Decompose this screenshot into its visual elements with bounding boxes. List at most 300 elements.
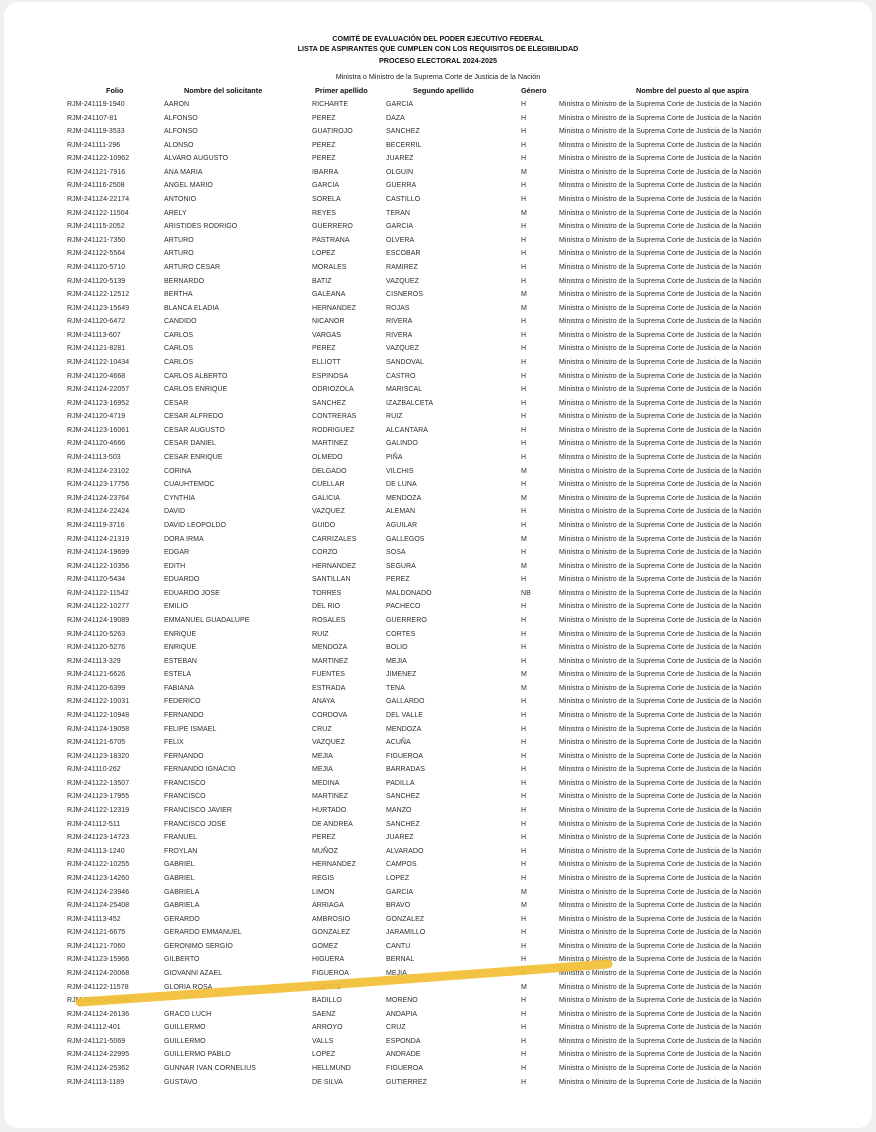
name-cell: GERARDO [164, 915, 200, 923]
folio-cell: RJM-241113-1189 [67, 1078, 125, 1086]
gender-cell: H [521, 793, 527, 801]
position-cell: Ministra o Ministro de la Suprema Corte de Justicia de la Nación [559, 454, 762, 462]
position-cell: Ministra o Ministro de la Suprema Corte de Justicia de la Nación [559, 684, 762, 692]
name-cell: ARISTIDES RODRIGO [164, 223, 238, 231]
position-cell: Ministra o Ministro de la Suprema Corte de Justicia de la Nación [559, 562, 762, 570]
gender-cell: H [521, 820, 527, 828]
second-surname-cell: ANDRADE [386, 1051, 421, 1059]
column-header-gender: Género [521, 86, 547, 95]
name-cell: GUILLERMO [164, 1024, 206, 1032]
position-cell: Ministra o Ministro de la Suprema Corte de Justicia de la Nación [559, 915, 762, 923]
second-surname-cell: SANCHEZ [386, 820, 420, 828]
second-surname-cell: OLVERA [386, 236, 415, 244]
gender-cell: H [521, 942, 527, 950]
second-surname-cell: VAZQUEZ [386, 345, 419, 353]
table-row [4, 315, 872, 329]
position-cell: Ministra o Ministro de la Suprema Corte de Justicia de la Nación [559, 616, 762, 624]
table-row [4, 207, 872, 221]
name-cell: FRANUEL [164, 834, 198, 842]
first-surname-cell: VAZQUEZ [312, 508, 345, 516]
name-cell: GUILLERMO [164, 1037, 206, 1045]
table-row [4, 383, 872, 397]
table-row [4, 845, 872, 859]
position-cell: Ministra o Ministro de la Suprema Corte de Justicia de la Nación [559, 223, 762, 231]
first-surname-cell: ELLIOTT [312, 358, 341, 366]
name-cell: GERONIMO SERGIO [164, 942, 233, 950]
position-cell: Ministra o Ministro de la Suprema Corte de Justicia de la Nación [559, 698, 762, 706]
folio-cell: RJM-241121-6626 [67, 671, 126, 679]
table-row [4, 220, 872, 234]
folio-cell: RJM-241121-7060 [67, 942, 126, 950]
folio-cell: RJM-241124-20068 [67, 970, 130, 977]
gender-cell: M [521, 888, 527, 896]
second-surname-cell: RAMIREZ [386, 263, 418, 271]
first-surname-cell: ESTRADA [312, 684, 346, 692]
folio-cell: RJM-241124-22174 [67, 196, 130, 204]
name-cell: ALVARO AUGUSTO [164, 155, 229, 163]
table-row [4, 519, 872, 533]
folio-cell: RJM-241120-4666 [67, 440, 126, 448]
second-surname-cell: CISNEROS [386, 291, 423, 299]
folio-cell: RJM-241124-23764 [67, 494, 130, 502]
table-row [4, 872, 872, 886]
second-surname-cell: LOPEZ [386, 874, 410, 882]
table-row [4, 600, 872, 614]
name-cell: CARLOS [164, 331, 194, 339]
name-cell: ALFONSO [164, 114, 198, 122]
table-row [4, 926, 872, 940]
name-cell: CESAR DANIEL [164, 440, 216, 448]
position-cell: Ministra o Ministro de la Suprema Corte de Justicia de la Nación [559, 345, 762, 353]
gender-cell: H [521, 399, 527, 407]
gender-cell: H [521, 318, 527, 326]
second-surname-cell: BRAVO [386, 902, 411, 910]
position-cell: Ministra o Ministro de la Suprema Corte de Justicia de la Nación [559, 399, 762, 407]
position-cell: Ministra o Ministro de la Suprema Corte de Justicia de la Nación [559, 386, 762, 394]
first-surname-cell: REYES [312, 209, 336, 217]
first-surname-cell: LOPEZ [312, 1051, 336, 1059]
second-surname-cell: ANDAPIA [386, 1010, 418, 1018]
folio-cell: RJM-241121-6705 [67, 739, 126, 747]
position-cell: Ministra o Ministro de la Suprema Corte de Justicia de la Nación [559, 576, 762, 584]
second-surname-cell: MARISCAL [386, 386, 423, 394]
name-cell: BERNARDO [164, 277, 205, 285]
second-surname-cell: SANCHEZ [386, 793, 420, 801]
table-row [4, 546, 872, 560]
first-surname-cell: MARTINEZ [312, 657, 349, 665]
position-cell: Ministra o Ministro de la Suprema Corte de Justicia de la Nación [559, 793, 762, 801]
table-row [4, 261, 872, 275]
table-row [4, 886, 872, 900]
second-surname-cell: VILCHIS [386, 467, 414, 475]
gender-cell: H [521, 1078, 527, 1086]
position-cell: Ministra o Ministro de la Suprema Corte de Justicia de la Nación [559, 413, 762, 421]
second-surname-cell: ROJAS [386, 304, 410, 312]
position-cell: Ministra o Ministro de la Suprema Corte de Justicia de la Nación [559, 318, 762, 326]
first-surname-cell: MEDINA [312, 779, 340, 787]
position-cell: Ministra o Ministro de la Suprema Corte de Justicia de la Nación [559, 956, 762, 964]
first-surname-cell: GONZALEZ [312, 929, 351, 937]
first-surname-cell: BATIZ [312, 277, 332, 285]
folio-cell: RJM-241113-452 [67, 915, 121, 923]
table-row [4, 831, 872, 845]
position-cell: Ministra o Ministro de la Suprema Corte de Justicia de la Nación [559, 291, 762, 299]
gender-cell: H [521, 223, 527, 231]
folio-cell: RJM-241119-3533 [67, 128, 125, 136]
table-row [4, 329, 872, 343]
folio-cell: RJM-241123-18320 [67, 752, 130, 760]
folio-cell: RJM-241122-10031 [67, 698, 130, 706]
name-cell: CARLOS ENRIQUE [164, 386, 228, 394]
name-cell: FELIPE ISMAEL [164, 725, 217, 733]
name-cell: ARTURO [164, 250, 194, 258]
second-surname-cell: VAZQUEZ [386, 277, 419, 285]
table-row [4, 587, 872, 601]
folio-cell: RJM-241123-17756 [67, 481, 130, 489]
position-cell: Ministra o Ministro de la Suprema Corte de Justicia de la Nación [559, 358, 762, 366]
second-surname-cell: GUTIERREZ [386, 1078, 427, 1086]
table-row [4, 533, 872, 547]
first-surname-cell: GARCIA [312, 182, 340, 190]
second-surname-cell: ALCANTARA [386, 426, 428, 434]
gender-cell: H [521, 997, 527, 1005]
folio-cell: RJM-241124-26136 [67, 1010, 130, 1018]
table-row [4, 356, 872, 370]
position-cell: Ministra o Ministro de la Suprema Corte de Justicia de la Nación [559, 1065, 762, 1073]
second-surname-cell: ESPONDA [386, 1037, 421, 1045]
position-cell: Ministra o Ministro de la Suprema Corte de Justicia de la Nación [559, 535, 762, 543]
name-cell: ANA MARIA [164, 168, 203, 176]
position-cell: Ministra o Ministro de la Suprema Corte de Justicia de la Nación [559, 725, 762, 733]
first-surname-cell: PEREZ [312, 345, 336, 353]
first-surname-cell: GUIDO [312, 521, 336, 529]
second-surname-cell: ALVARADO [386, 847, 424, 855]
gender-cell: H [521, 603, 527, 611]
position-cell: Ministra o Ministro de la Suprema Corte de Justicia de la Nación [559, 236, 762, 244]
table-row [4, 342, 872, 356]
folio-cell: RJM-241113-607 [67, 331, 121, 339]
position-cell: Ministra o Ministro de la Suprema Corte de Justicia de la Nación [559, 997, 762, 1005]
first-surname-cell: CRUZ [312, 725, 332, 733]
first-surname-cell: DELGADO [312, 467, 347, 475]
second-surname-cell: GALLEGOS [386, 535, 425, 543]
name-cell: CESAR AUGUSTO [164, 426, 225, 434]
name-cell: FELIX [164, 739, 184, 747]
document-title-line-2: LISTA DE ASPIRANTES QUE CUMPLEN CON LOS REQUISITOS DE ELEGIBILIDAD [297, 44, 579, 53]
second-surname-cell: GUERRA [386, 182, 417, 190]
first-surname-cell: GUATIROJO [312, 128, 353, 136]
position-cell: Ministra o Ministro de la Suprema Corte de Justicia de la Nación [559, 521, 762, 529]
gender-cell: H [521, 331, 527, 339]
position-cell: Ministra o Ministro de la Suprema Corte de Justicia de la Nación [559, 739, 762, 747]
position-cell: Ministra o Ministro de la Suprema Corte de Justicia de la Nación [559, 549, 762, 557]
position-cell: Ministra o Ministro de la Suprema Corte de Justicia de la Nación [559, 929, 762, 937]
first-surname-cell: HERNANDEZ [312, 304, 357, 312]
name-cell: GUILLERMO PABLO [164, 1051, 231, 1059]
second-surname-cell: DE LUNA [386, 481, 417, 489]
gender-cell: H [521, 277, 527, 285]
position-cell: Ministra o Ministro de la Suprema Corte de Justicia de la Nación [559, 508, 762, 516]
folio-cell: RJM-241122-5564 [67, 250, 126, 258]
column-header-folio: Folio [106, 86, 124, 95]
first-surname-cell: ANAYA [312, 698, 335, 706]
second-surname-cell: MANZO [386, 807, 412, 815]
first-surname-cell: ROSALES [312, 616, 346, 624]
position-cell: Ministra o Ministro de la Suprema Corte de Justicia de la Nación [559, 155, 762, 163]
first-surname-cell: REGIS [312, 874, 335, 882]
first-surname-cell: SANTILLAN [312, 576, 351, 584]
second-surname-cell: ACUÑA [386, 739, 411, 747]
folio-cell: RJM-241123-15649 [67, 304, 130, 312]
first-surname-cell: CORDOVA [312, 712, 348, 720]
folio-cell: RJM-241120-6472 [67, 318, 126, 326]
position-cell: Ministra o Ministro de la Suprema Corte de Justicia de la Nación [559, 888, 762, 896]
column-header-position: Nombre del puesto al que aspira [636, 86, 749, 95]
folio-cell: RJM-241124-19089 [67, 616, 130, 624]
position-cell: Ministra o Ministro de la Suprema Corte de Justicia de la Nación [559, 250, 762, 258]
table-row [4, 465, 872, 479]
second-surname-cell: CRUZ [386, 1024, 406, 1032]
name-cell: ESTEBAN [164, 657, 198, 665]
second-surname-cell: RIVERA [386, 318, 413, 326]
gender-cell: H [521, 141, 527, 149]
second-surname-cell: CAMPOS [386, 861, 417, 869]
folio-cell: RJM-241107-81 [67, 114, 118, 122]
name-cell: FABIANA [164, 684, 194, 692]
first-surname-cell: SORELA [312, 196, 341, 204]
name-cell: DAVID [164, 508, 186, 516]
position-cell: Ministra o Ministro de la Suprema Corte de Justicia de la Nación [559, 712, 762, 720]
gender-cell: H [521, 549, 527, 557]
gender-cell: M [521, 467, 527, 475]
table-row [4, 750, 872, 764]
name-cell: ARTURO CESAR [164, 263, 221, 271]
name-cell: DORA IRMA [164, 535, 204, 543]
table-row [4, 139, 872, 153]
first-surname-cell: HELLMUND [312, 1065, 351, 1073]
name-cell: ESTELA [164, 671, 192, 679]
first-surname-cell: PEREZ [312, 155, 336, 163]
gender-cell: M [521, 535, 527, 543]
gender-cell: H [521, 630, 527, 638]
second-surname-cell: FIGUEROA [386, 1065, 423, 1073]
position-cell: Ministra o Ministro de la Suprema Corte de Justicia de la Nación [559, 671, 762, 679]
second-surname-cell: PADILLA [386, 779, 415, 787]
folio-cell: RJM-241121-7916 [67, 168, 126, 176]
gender-cell: H [521, 956, 527, 964]
table-row [4, 790, 872, 804]
table-row [4, 1048, 872, 1062]
position-cell: Ministra o Ministro de la Suprema Corte de Justicia de la Nación [559, 779, 762, 787]
position-cell: Ministra o Ministro de la Suprema Corte de Justicia de la Nación [559, 263, 762, 271]
name-cell: EDUARDO JOSE [164, 589, 220, 597]
position-cell: Ministra o Ministro de la Suprema Corte de Justicia de la Nación [559, 807, 762, 815]
table-row [4, 125, 872, 139]
name-cell: FRANCISCO [164, 779, 206, 787]
first-surname-cell: ARROYO [312, 1024, 343, 1032]
second-surname-cell: GONZALEZ [386, 915, 425, 923]
position-cell: Ministra o Ministro de la Suprema Corte de Justicia de la Nación [559, 182, 762, 190]
second-surname-cell: RIVERA [386, 331, 413, 339]
name-cell: EDGAR [164, 549, 190, 557]
name-cell: GABRIELA [164, 902, 200, 910]
gender-cell: H [521, 101, 527, 108]
second-surname-cell: PEREZ [386, 576, 410, 584]
column-header-first-surname: Primer apellido [315, 86, 368, 95]
gender-cell: H [521, 250, 527, 258]
second-surname-cell: DAZA [386, 114, 405, 122]
second-surname-cell: PACHECO [386, 603, 421, 611]
gender-cell: H [521, 440, 527, 448]
table-row [4, 641, 872, 655]
second-surname-cell: SANCHEZ [386, 128, 420, 136]
table-row [4, 763, 872, 777]
name-cell: CYNTHIA [164, 494, 196, 502]
first-surname-cell: GALICIA [312, 494, 340, 502]
folio-cell: RJM-241124-19058 [67, 725, 130, 733]
folio-cell: RJM-241124-22424 [67, 508, 130, 516]
gender-cell: H [521, 128, 527, 136]
gender-cell: M [521, 983, 527, 991]
position-cell: Ministra o Ministro de la Suprema Corte de Justicia de la Nación [559, 277, 762, 285]
gender-cell: H [521, 345, 527, 353]
gender-cell: H [521, 358, 527, 366]
table-row [4, 98, 872, 112]
table-row [4, 179, 872, 193]
table-row [4, 437, 872, 451]
name-cell: DAVID LEOPOLDO [164, 521, 227, 529]
gender-cell: H [521, 874, 527, 882]
name-cell: ARTURO [164, 236, 194, 244]
folio-cell: RJM-241120-5263 [67, 630, 126, 638]
folio-cell: RJM-241121-7350 [67, 236, 126, 244]
table-row [4, 112, 872, 126]
second-surname-cell: BOLIO [386, 644, 408, 652]
name-cell: GRACO LUCH [164, 1010, 212, 1018]
folio-cell: RJM-241113-329 [67, 657, 121, 665]
name-cell: CESAR ALFREDO [164, 413, 224, 421]
column-header-name: Nombre del solicitante [184, 86, 263, 95]
first-surname-cell: HIGUERA [312, 956, 345, 964]
first-surname-cell: VALLS [312, 1037, 334, 1045]
folio-cell: RJM-241110-262 [67, 766, 121, 774]
gender-cell: H [521, 834, 527, 842]
folio-cell: RJM-241124-22995 [67, 1051, 130, 1059]
gender-cell: H [521, 155, 527, 163]
gender-cell: M [521, 209, 527, 217]
first-surname-cell: IBARRA [312, 168, 339, 176]
second-surname-cell: TERAN [386, 209, 410, 217]
folio-cell: RJM-241121-5069 [67, 1037, 126, 1045]
position-cell: Ministra o Ministro de la Suprema Corte de Justicia de la Nación [559, 304, 762, 312]
gender-cell: M [521, 168, 527, 176]
gender-cell: H [521, 766, 527, 774]
position-cell: Ministra o Ministro de la Suprema Corte de Justicia de la Nación [559, 603, 762, 611]
table-row [4, 370, 872, 384]
folio-cell: RJM-241122-12319 [67, 807, 130, 815]
folio-cell: RJM-241121-8281 [67, 345, 126, 353]
table-row [4, 451, 872, 465]
second-surname-cell: MEJIA [386, 657, 407, 665]
position-cell: Ministra o Ministro de la Suprema Corte de Justicia de la Nación [559, 847, 762, 855]
position-cell: Ministra o Ministro de la Suprema Corte de Justicia de la Nación [559, 983, 762, 991]
name-cell: FERNANDO [164, 752, 204, 760]
position-cell: Ministra o Ministro de la Suprema Corte de Justicia de la Nación [559, 589, 762, 597]
folio-cell: RJM-241122-10948 [67, 712, 130, 720]
folio-cell: RJM-241116-2508 [67, 182, 125, 190]
first-surname-cell: MARTINEZ [312, 793, 349, 801]
folio-cell: RJM-241122-10434 [67, 358, 130, 366]
name-cell: GIOVANNI AZAEL [164, 970, 223, 977]
name-cell: GABRIELA [164, 888, 200, 896]
first-surname-cell: OLMEDO [312, 454, 343, 462]
second-surname-cell: MORENO [386, 997, 418, 1005]
table-row [4, 1035, 872, 1049]
first-surname-cell: AMBROSIO [312, 915, 351, 923]
folio-cell: RJM-241122-11542 [67, 589, 129, 597]
position-cell: Ministra o Ministro de la Suprema Corte de Justicia de la Nación [559, 426, 762, 434]
name-cell: FRANCISCO [164, 793, 206, 801]
second-surname-cell: DEL VALLE [386, 712, 424, 720]
gender-cell: M [521, 902, 527, 910]
gender-cell: H [521, 915, 527, 923]
second-surname-cell: PIÑA [386, 454, 403, 462]
folio-cell: RJM-241122-10962 [67, 155, 130, 163]
first-surname-cell: VARGAS [312, 331, 341, 339]
folio-cell: RJM-241124-19699 [67, 549, 130, 557]
gender-cell: M [521, 494, 527, 502]
table-row [4, 166, 872, 180]
gender-cell: H [521, 372, 527, 380]
name-cell: CESAR [164, 399, 189, 407]
first-surname-cell: MUÑOZ [312, 847, 338, 855]
first-surname-cell: HERNANDEZ [312, 861, 357, 869]
name-cell: FEDERICO [164, 698, 201, 706]
second-surname-cell: MEJIA [386, 970, 407, 977]
table-row [4, 560, 872, 574]
name-cell: BERTHA [164, 291, 193, 299]
first-surname-cell: DE SILVA [312, 1078, 343, 1086]
table-row [4, 302, 872, 316]
position-cell: Ministra o Ministro de la Suprema Corte de Justicia de la Nación [559, 942, 762, 950]
first-surname-cell: BADILLO [312, 997, 342, 1005]
table-row [4, 682, 872, 696]
second-surname-cell: GALINDO [386, 440, 418, 448]
gender-cell: H [521, 616, 527, 624]
position-cell: Ministra o Ministro de la Suprema Corte de Justicia de la Nación [559, 372, 762, 380]
name-cell: ENRIQUE [164, 630, 197, 638]
gender-cell: H [521, 196, 527, 204]
first-surname-cell: PEREZ [312, 834, 336, 842]
table-row [4, 424, 872, 438]
gender-cell: H [521, 1051, 527, 1059]
folio-cell: RJM-241120-6399 [67, 684, 126, 692]
position-cell: Ministra o Ministro de la Suprema Corte de Justicia de la Nación [559, 141, 762, 149]
table-row [4, 193, 872, 207]
gender-cell: H [521, 1024, 527, 1032]
folio-cell: RJM-241113-503 [67, 454, 121, 462]
folio-cell: RJM-241119-3716 [67, 521, 125, 529]
first-surname-cell: FUENTES [312, 671, 346, 679]
table-row [4, 247, 872, 261]
position-cell: Ministra o Ministro de la Suprema Corte de Justicia de la Nación [559, 101, 762, 108]
folio-cell: RJM-241124-21319 [67, 535, 130, 543]
table-row [4, 410, 872, 424]
second-surname-cell: MENDOZA [386, 725, 422, 733]
folio-cell: RJM-241113-1240 [67, 847, 125, 855]
name-cell: ARELY [164, 209, 187, 217]
name-cell: CARLOS ALBERTO [164, 372, 228, 380]
